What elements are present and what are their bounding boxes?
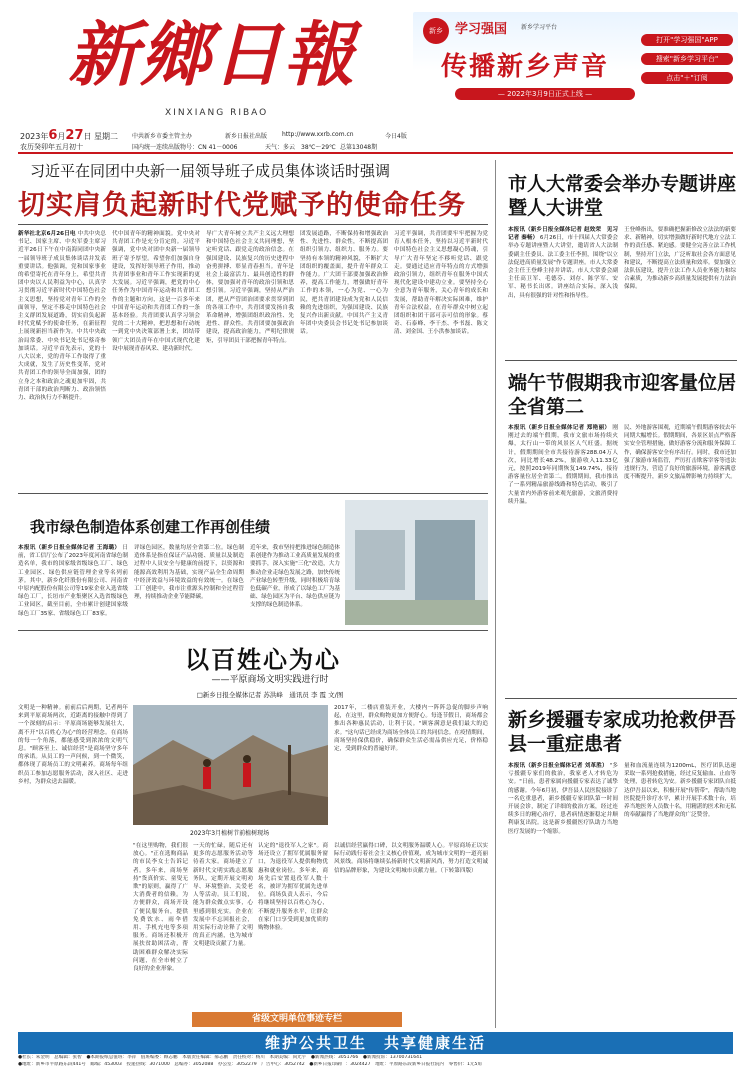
right3-column-2 <box>624 762 736 1026</box>
right1-text-1: 6月26日，市十四届人大常委会举办专题讲座暨人大讲堂，邀请省人大法制委副主任委员、法工委主任李照，围绕"以立法促进高质量发展"作专题讲座。市人大常委会主任王登峰主持并讲话。市人大常委会副主任高卫军、毛德芬、刘存、陈学军、安军、秘书长出席。讲座结合实际，深入浅出，具有很强的针对性和指导性。 <box>508 235 618 299</box>
green-column-1 <box>18 544 128 626</box>
masthead-pinyin: XINXIANG RIBAO <box>165 108 269 118</box>
masthead-title: 新鄉日報 <box>68 13 356 96</box>
banner-subtitle: — 2022年3月9日正式上线 — <box>455 88 635 100</box>
story-top-rule <box>18 630 488 631</box>
date-month: 6 <box>48 128 58 143</box>
banner <box>413 12 738 110</box>
story-byline: □新乡日报全媒体记者 苏洪峰 通讯员 李 霞 文/图 <box>196 691 344 699</box>
story-text-5: 2017年，二楼店重装开业，大楼内一阵阵急促的脚步声响起，在这里，群众购物更加方便舒心。每逢节假日，商场都会推出各种惠民活动，让利于民。"顾客满意是我们最大的追求。"这句话已经成为商场全体员工的共同信念。在疫情期间，商场坚持保供稳价，确保群众生活必需品供应充足，价格稳定，受到群众的普遍好评。 <box>334 705 488 753</box>
date-day: 27 <box>65 128 84 143</box>
lead-text-1: 中共中央总书记、国家主席、中央军委主席习近平26日下午在中南海同团中央新一届领导班子成员集体谈话并发表重要讲话。他强调，党和国家事业的希望寄托在青年身上，希望共青团中央以人民利益为中心，认真学习贯彻习近平新时代中国特色社会主义思想，坚持党对青年工作的全面领导，坚定不移走中国特色社会主义群团发展道路，切实肩负起新时代党赋予的使命任务，在新征程上展现新担当新作为。中共中央政治局常委、中央书记处书记蔡奇参加谈话。习近平首先表示，党的十八大以来，党的青年工作取得了重大成就，发生了历史性变革，党对共青团工作的领导全面加强，团的立身之本和政治之魂更加牢固，共青团干部的政治判断力、政治领悟力、政治执行力不断提升。 <box>18 231 106 402</box>
right2-headline: 端午节假期我市迎客量位居全省第二 <box>508 372 737 418</box>
lead-column-3 <box>206 230 294 488</box>
banner-logo: 新乡 <box>423 18 449 44</box>
right2-bottom-rule <box>505 698 737 699</box>
lead-column-1 <box>18 230 106 488</box>
banner-button-subscribe[interactable]: 点击"＋"订阅 <box>641 72 733 84</box>
story-headline: 以百姓心为心 <box>185 646 341 674</box>
story-column-1 <box>18 704 128 1004</box>
story-photo-caption: 2023年3月植树节前植树现场 <box>190 830 270 837</box>
masthead <box>0 0 750 151</box>
story-column-4 <box>258 842 328 1007</box>
issue-number: 总第13048期 <box>340 144 378 151</box>
story-subhead: ——平原商场文明实践进行时 <box>211 675 329 685</box>
lead-column-2 <box>112 230 200 488</box>
publisher: 中共新乡市委主管主办 <box>132 133 193 140</box>
right3-text-2: 量和血流量连续为1200mL，医疗团队迅速采取一系列抢救措施，经过反复输血、止血等处理，患者转危为安。新乡援疆专家团队自抵达伊吾县以来，积极开展"传帮带"，帮助当地医院提升诊疗水平，累计开展手术数十台，培养当地医务人员数十名，用精湛的医术和无私的奉献赢得了当地群众的广泛赞誉。 <box>624 763 736 819</box>
right2-column-1 <box>508 424 618 692</box>
group: 新乡日报社出版 <box>225 133 268 140</box>
story-column-6 <box>334 842 488 1007</box>
green-photo <box>345 500 488 625</box>
right1-column-2 <box>624 226 736 358</box>
lead-text-3: 导广大青年树立共产主义远大理想和中国特色社会主义共同理想，坚定听党话、跟党走的政治信念。在强国建设、民族复兴的历史进程中奋勇拼搏、彰显青春担当。青年是社会上最富活力、最具创造性的群体，要加强对青年的政治引领和思想引领。习近平强调，坚持从严治团，把从严管团治团要求贯穿到团的各项工作中，共青团要发扬自我革命精神，增强团组织政治性、先进性、群众性。共青团要加强政治建设，提高政治能力，严明纪律规矩，引导团员干部把握青年特点。 <box>206 231 294 344</box>
date-year: 2023年 <box>20 132 49 141</box>
right1-bottom-rule <box>505 360 737 361</box>
lead-column-5 <box>394 230 488 488</box>
lead-text-5: 习近平强调，共青团要牢牢把握为党育人根本任务，坚持以习近平新时代中国特色社会主义思想凝心铸魂，引导广大青年坚定不移听党话、跟党走。要通过适应青年特点的方式增强政治引领力，组织青年在服务中国式现代化建设中建功立业。要坚持全心全意为青年服务，关心青年的成长和发展，帮助青年解决实际困难，维护青年合法权益，在青年群众中树立起团组织和团干部可亲可信的形象。蔡奇、石泰峰、李干杰、李书磊、陈文清、刘金国、王小洪参加谈话。 <box>394 231 488 336</box>
story-column-2 <box>133 842 188 1007</box>
masthead-divider <box>18 152 733 154</box>
green-text-1: 日前，省工信厅公布了2023年度河南省绿色制造名单，我市的国家级省级绿色工厂、绿色工业园区、绿色供应链管理企业等名列前茅。其中，新乡化纤股份有限公司、河南省中原内配股份有限公司等19家企业入选省级绿色工厂，长垣市产业集聚区入选省级绿色工业园区，截至目前，全市累计创建国家级绿色工厂35家、省级绿色工厂83家。 <box>18 545 128 617</box>
green-top-rule <box>18 493 488 494</box>
story-column-3 <box>193 842 253 1007</box>
story-photo-image <box>133 705 328 825</box>
right1-headline: 市人大常委会举办专题讲座暨人大讲堂 <box>508 173 737 219</box>
right1-column-1 <box>508 226 618 358</box>
right2-text-2: 民、外地游客围观，近期端午假期游客较去年同期大幅增长。假期期间，各景区景点严格落实安全管理措施，做好游客分流和服务保障工作，确保游客安全有序出行。同时，我市还加强了旅游市场监管，严厉打击欺客宰客等违法违规行为，营造了良好的旅游环境，游客满意度不断提升，新乡文旅品牌影响力持续扩大。 <box>624 425 736 481</box>
story-text-4: 认定的"退役军人之家"。商场还设立了拥军优属服务窗口，为退役军人提供购物优惠和就业岗位。多年来，商场先后安置退役军人数十名，被评为拥军优属先进单位。商场负责人表示，今后将继续坚持以百姓心为心，不断提升服务水平，让群众在家门口享受到更加优质的购物体验。 <box>258 843 328 932</box>
right3-text-1: "多亏援疆专家们的救治，我家老人才转危为安。"日前，患者家属向援疆专家表达了诚挚的感谢。今年6月初，伊吾县人民医院接诊了一名危重患者，新乡援疆专家团队第一时间开展会诊，制定了详细的救治方案，经过连续多日的精心治疗，患者病情逐渐稳定并顺利康复出院。这是新乡援疆医疗队助力当地医疗发展的一个缩影。 <box>508 763 618 835</box>
right2-byline: 本报讯（新乡日报全媒体记者 郑艳丽） <box>508 425 611 431</box>
green-byline: 本报讯（新乡日报全媒体记者 王海璐） <box>18 545 121 551</box>
slogan-text: 维护公共卫生 共享健康生活 <box>264 1034 486 1052</box>
green-column-2 <box>134 544 244 626</box>
banner-strong-sub: 新乡学习平台 <box>521 24 558 31</box>
banner-strong-label: 学习强国 <box>455 22 508 37</box>
footer-line-1: ●社长：朱金明 总编辑：张智 ●本期报纸总值班：李萍 值班编委：顾志鹏 本版责任编辑：郝志鹏 责任校对：杨川 本期美编：尚光宇 ●新闻热线：3051766 ●新闻投诉：13700731641 <box>18 1055 422 1060</box>
right2-text-1: 刚刚过去的端午假期，我市文旅市场持续火爆，太行山一带的风景区人气旺盛。据统计，假期期间全市共接待游客288.04万人次，同比增长48.2%，旅游收入11.33亿元，按照2019年同期恢复149.74%，接待游客量位居全省第二。假期期间，我市推出了一系列精品旅游线路和特色活动，吸引了大量省内外游客前来观光旅游，文旅消费持续升温。 <box>508 425 618 505</box>
footer-line-2: ●地址：新乡市平原路东段441号 邮编：453003 投递热线：3071000 总编办：3052088 办公室：3052279 广告中心：3052742 ●新乡日报印刷厂：3024427 地址：平原路东段新乡日报社院内 零售价：1元5角 <box>18 1061 483 1067</box>
cn-number: 国内统一连续出版物号：CN 41－0006 <box>132 144 238 151</box>
right3-byline: 本报讯（新乡日报全媒体记者 刘革胜） <box>508 763 608 769</box>
green-headline: 我市绿色制造体系创建工作再创佳绩 <box>30 518 271 536</box>
right3-headline: 新乡援疆专家成功抢救伊吾县一重症患者 <box>508 709 737 755</box>
story-text-3: 一天的忙碌，随后还有更多的志愿服务活动等待着大家。商场建立了新时代文明实践志愿服务队，定期开展文明劝导、环境整治、关爱老人等活动。员工们说，能为群众做点实事，心里感到很充实。企业在发展中不忘回报社会，用实际行动诠释了文明的真正内涵，也为城市文明建设贡献了力量。 <box>193 843 253 948</box>
story-photo <box>133 705 328 825</box>
story-ad-banner: 省级文明单位事迹专栏 <box>192 1012 402 1027</box>
lead-text-4: 团发展道路，不断保持和增强政治性、先进性、群众性，不断提高团组织引领力、组织力、服务力。要坚持有本领的精神风貌，不断扩大团组织的覆盖面，提升青年群众工作能力。广大团干部要加强政治修养，提高工作能力，增强做好青年工作的本领，一心为党、一心为民，把共青团建设成为党和人民信赖的先进组织，为强国建设、民族复兴作出新贡献。中国共产主义青年团中央委员会书记处书记参加谈话。 <box>300 231 388 336</box>
green-column-3 <box>250 544 340 626</box>
story-column-5 <box>334 704 488 832</box>
lead-column-4 <box>300 230 388 488</box>
main-right-divider <box>495 160 496 1028</box>
edition: 今日4版 <box>385 133 407 140</box>
issue-date <box>20 128 118 143</box>
right1-text-2: 王登峰指出，要准确把握新修改立法法的新要求、新精神，切实增强做好新时代地方立法工作的责任感、紧迫感。要健全完善立法工作机制，坚持开门立法，广泛听取社会各方面意见和建议，不断提高立法质量和效率。要加强立法队伍建设，提升立法工作人员业务能力和综合素质，为推动新乡高质量发展提供有力法治保障。 <box>624 227 736 291</box>
banner-button-open-app[interactable]: 打开"学习强国"APP <box>641 34 733 46</box>
banner-title: 传播新乡声音 <box>441 52 610 82</box>
right2-column-2 <box>624 424 736 692</box>
story-text-2: "在这里购物，我们很放心。"正在选购商品的市民李女士告诉记者。多年来，商场坚持"货真价实、童叟无欺"的原则，赢得了广大消费者的信赖。为方便群众，商场开设了便民服务台，提供免费饮水、雨伞借用、手机充电等多项服务。商场还积极开展扶贫助困活动，帮助困难群众解决实际问题，在全市树立了良好的企业形象。 <box>133 843 188 973</box>
lead-rule <box>18 224 488 225</box>
story-text-6: 以诚信经营赢得口碑，以文明服务温暖人心。平原商场正以实际行动践行着社会主义核心价值观，成为城市文明的一道亮丽风景线。商场将继续弘扬新时代文明新风尚，努力打造文明诚信的品牌形象，为建设文明城市贡献力量。（下转第四版） <box>334 843 488 874</box>
banner-button-search[interactable]: 搜索"新乡学习平台" <box>641 53 733 65</box>
green-text-3: 近年来，我市坚持把推进绿色制造体系创建作为推动工业高质量发展的重要抓手，深入实施"三化"改造，大力推动企业走绿色发展之路，加快传统产业绿色转型升级，同时积极培育绿色低碳产业，形成了以绿色工厂为基础、绿色园区为平台、绿色供应链为支撑的绿色制造体系。 <box>250 545 340 609</box>
green-text-2: 评绿色园区，数量均居全省第二位。绿色制造体系是指在保证产品功能、质量以及制造过程中人员安全与健康的前提下，以资源和能源高效利用为基础，实现产品全生命周期中经济效益与环境效益的有效统一。在绿色工厂创建中，我市注重源头控制和全过程管理，持续推动企业节能降碳。 <box>134 545 244 601</box>
date-mid: 月 <box>57 132 66 141</box>
date-weekday: 日 星期二 <box>83 132 119 141</box>
lead-text-2: 代中国青年的精神面貌。党中央对共青团工作是充分肯定的。习近平强调，党中央对团中央新一届领导班子寄予厚望。希望你们加强自身建设，发挥好领导班子作用，推动共青团事业和青年工作实现新的更大发展。习近平强调，把党的中心任务作为中国青年运动和共青团工作的主题和方向，这是一百多年来中国青年运动和共青团工作的一条基本经验。共青团要认真学习领会党的二十大精神，把思想和行动统一到党中央决策部署上来，团结带领广大团员青年在中国式现代化建设中展现青春风采、建功新时代。 <box>112 231 200 352</box>
lunar-date: 农历癸卯年五月初十 <box>20 143 83 151</box>
lead-byline: 新华社北京6月26日电 <box>18 231 76 237</box>
lead-kicker: 习近平在同团中央新一届领导班子成员集体谈话时强调 <box>30 162 391 180</box>
masthead-info <box>20 128 740 150</box>
weather: 天气：多云 38℃～29℃ <box>265 144 336 151</box>
lead-headline: 切实肩负起新时代党赋予的使命任务 <box>18 190 466 221</box>
footer <box>18 1055 733 1069</box>
right3-column-1 <box>508 762 618 1026</box>
story-text-1: 文明是一种精神。前前后后两期，记者两年来到平原商场两次，近距离的接触中得到了一个深刻的启示：平原商场能够发展壮大，离不开"以百姓心为心"的经营理念。在商场的每一个角落，都能感受到浓浓的文明气息。"顾客至上、诚信经营"是商场坚守多年的承诺。从员工的一声问候，到一个微笑，都体现了商场员工的文明素养。商场每年组织员工参加志愿服务活动，深入社区、走进乡村，为群众送去温暖。 <box>18 705 128 785</box>
right1-byline: 本报讯（新乡日报全媒体记者 赵效荣 见习记者 秦畅） <box>508 227 618 242</box>
green-photo-image <box>345 500 488 625</box>
slogan-bar <box>18 1032 733 1054</box>
website[interactable]: http://www.xxrb.com.cn <box>282 131 354 138</box>
